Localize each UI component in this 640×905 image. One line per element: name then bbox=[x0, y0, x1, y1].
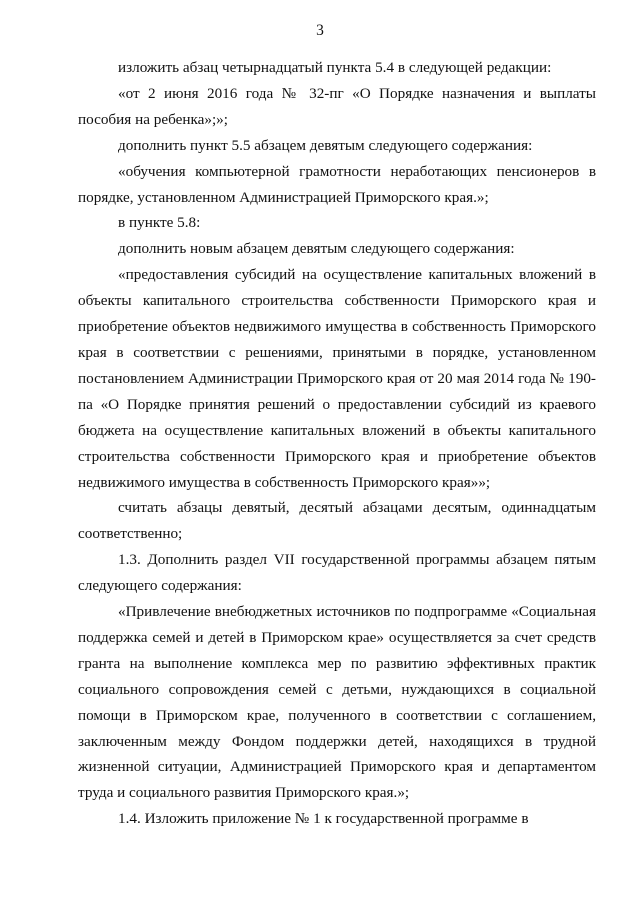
document-body bbox=[78, 55, 596, 832]
paragraph-renumber: считать абзацы девятый, десятый абзацами десятым, одиннадцатым соответственно; bbox=[78, 499, 596, 543]
paragraph-item-1-4: 1.4. Изложить приложение № 1 к государственной программе в bbox=[118, 810, 529, 828]
paragraph-amend-5-4: изложить абзац четырнадцатый пункта 5.4 в следующей редакции: bbox=[118, 59, 552, 76]
paragraph-quote-computer-literacy: «обучения компьютерной грамотности неработающих пенсионеров в порядке, установленном Администрацией Приморского края.»; bbox=[78, 162, 596, 206]
paragraph-quote-subsidies: «предоставления субсидий на осуществление капитальных вложений в объекты капитального строительства собственности Приморского края и приобретение объектов недвижимого имущества в собственность Приморского края в соответствии с решениями, принятыми в порядке, установленном постановлением Администрации Приморского края от 20 мая 2014 года № 190-па «О Порядке принятия решений о предоставлении субсидий из краевого бюджета на осуществление капитальных вложений в объекты капитального строительства собственности Приморского края и приобретение объектов недвижимого имущества в собственность Приморского края»»; bbox=[78, 266, 596, 491]
paragraph-amend-5-5: дополнить пункт 5.5 абзацем девятым следующего содержания: bbox=[118, 136, 533, 154]
paragraph-quote-32-pg: «от 2 июня 2016 года № 32-пг «О Порядке назначения и выплаты пособия на ребенка»;»; bbox=[78, 84, 596, 128]
paragraph-quote-extrabudgetary: «Привлечение внебюджетных источников по подпрограмме «Социальная поддержка семей и детей в Приморском крае» осуществляется за счет средств гранта на выполнение комплекса мер по развитию эффективных практик социального сопровождения семей с детьми, нуждающихся в социальной помощи в Приморском крае, полученного в соответствии с соглашением, заключенным между Фондом поддержки детей, находящихся в трудной жизненной ситуации, Администрацией Приморского края и департаментом труда и социального развития Приморского края.»; bbox=[78, 603, 596, 802]
paragraph-point-5-8: в пункте 5.8: bbox=[118, 214, 201, 232]
paragraph-item-1-3: 1.3. Дополнить раздел VII государственной программы абзацем пятым следующего содержания: bbox=[78, 551, 596, 595]
page-number: 3 bbox=[316, 22, 324, 39]
paragraph-add-ninth: дополнить новым абзацем девятым следующего содержания: bbox=[118, 240, 515, 258]
